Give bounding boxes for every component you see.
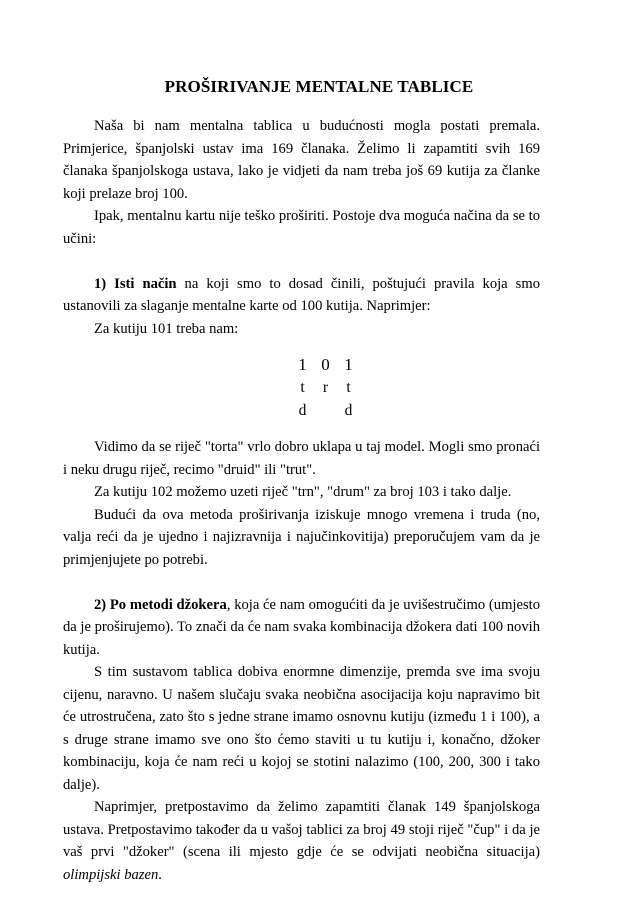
document-body	[63, 115, 540, 886]
method2-heading: 2) Po metodi džokera	[94, 596, 227, 613]
paragraph-gap	[63, 250, 540, 273]
page-title: PROŠIRIVANJE MENTALNE TABLICE	[164, 77, 474, 96]
method2-paragraph-3	[63, 796, 540, 886]
method1-after-paragraph-2: Za kutiju 102 možemo uzeti riječ "trn", "drum" za broj 103 i tako dalje.	[94, 484, 512, 500]
number-code-example	[63, 353, 540, 422]
example-letter: r	[322, 379, 329, 396]
method2-p3-end: .	[158, 866, 162, 883]
example-digits-row	[291, 353, 540, 376]
example-digit: 1	[298, 355, 307, 374]
example-letter	[314, 399, 337, 422]
example-letter: t	[300, 379, 305, 396]
method2-text: , koja će nam omogućiti da je uvišestručimo (umjesto da je proširujemo). To znači da će nam svaka kombinacija džokera dati 100 novih kutija.	[63, 596, 540, 658]
method2-p3-italic: olimpijski bazen	[63, 866, 159, 883]
example-digit: 1	[344, 355, 353, 374]
example-letter: d	[344, 402, 353, 419]
method2-p3-text: Naprimjer, pretpostavimo da želimo zapamtiti članak 149 španjolskoga ustava. Pretpostavimo također da u vašoj tablici za broj 49 stoji riječ "čup" i da je vaš prvi "džoker" (scena ili mjesto gdje će se odvijati neobična situacija)	[63, 799, 540, 860]
example-alt-letters-row	[291, 399, 540, 422]
method2-paragraph	[63, 594, 540, 662]
example-letter: t	[346, 379, 351, 396]
intro-paragraph-2: Ipak, mentalnu kartu nije teško proširiti. Postoje dva moguća načina da se to učini:	[63, 208, 540, 247]
paragraph-gap	[63, 571, 540, 594]
example-digit: 0	[321, 355, 330, 374]
example-letter: d	[298, 402, 307, 419]
method1-paragraph	[63, 273, 540, 318]
method1-box-intro: Za kutiju 101 treba nam:	[94, 320, 239, 337]
intro-paragraph-1: Naša bi nam mentalna tablica u budućnosti mogla postati premala. Primjerice, španjolski ustav ima 169 članaka. Želimo li zapamtiti svih 169 članaka španjolskoga ustava, lako je vidjeti da nam treba još 69 kutija za članke koji prelaze broj 100.	[63, 118, 540, 202]
example-letters-row	[291, 376, 540, 399]
method1-heading: 1) Isti način	[94, 275, 177, 292]
method1-text: na koji smo to dosad činili, poštujući pravila koja smo ustanovili za slaganje mentalne karte od 100 kutija. Naprimjer:	[63, 275, 540, 314]
method1-after-paragraph-3: Budući da ova metoda proširivanja iziskuje mnogo vremena i truda (no, valja reći da je ujedno i najizravnija i najučinkovitija) preporučujem vam da je primjenjujete po potrebi.	[63, 506, 540, 568]
method2-paragraph-2: S tim sustavom tablica dobiva enormne dimenzije, premda sve ima svoju cijenu, naravno. U našem slučaju svaka neobična asocijacija koju napravimo bit će utrostručena, zato što s jedne strane imamo osnovnu kutiju (između 1 i 100), a s druge strane imamo sve ono što ćemo staviti u tu kutiju i, konačno, džoker kombinaciju, koja će nam reći u kojoj se stotini nalazimo (100, 200, 300 i tako dalje).	[63, 664, 540, 793]
method1-after-paragraph-1: Vidimo da se riječ "torta" vrlo dobro uklapa u taj model. Mogli smo pronaći i neku drugu riječ, recimo "druid" ili "trut".	[63, 439, 540, 478]
